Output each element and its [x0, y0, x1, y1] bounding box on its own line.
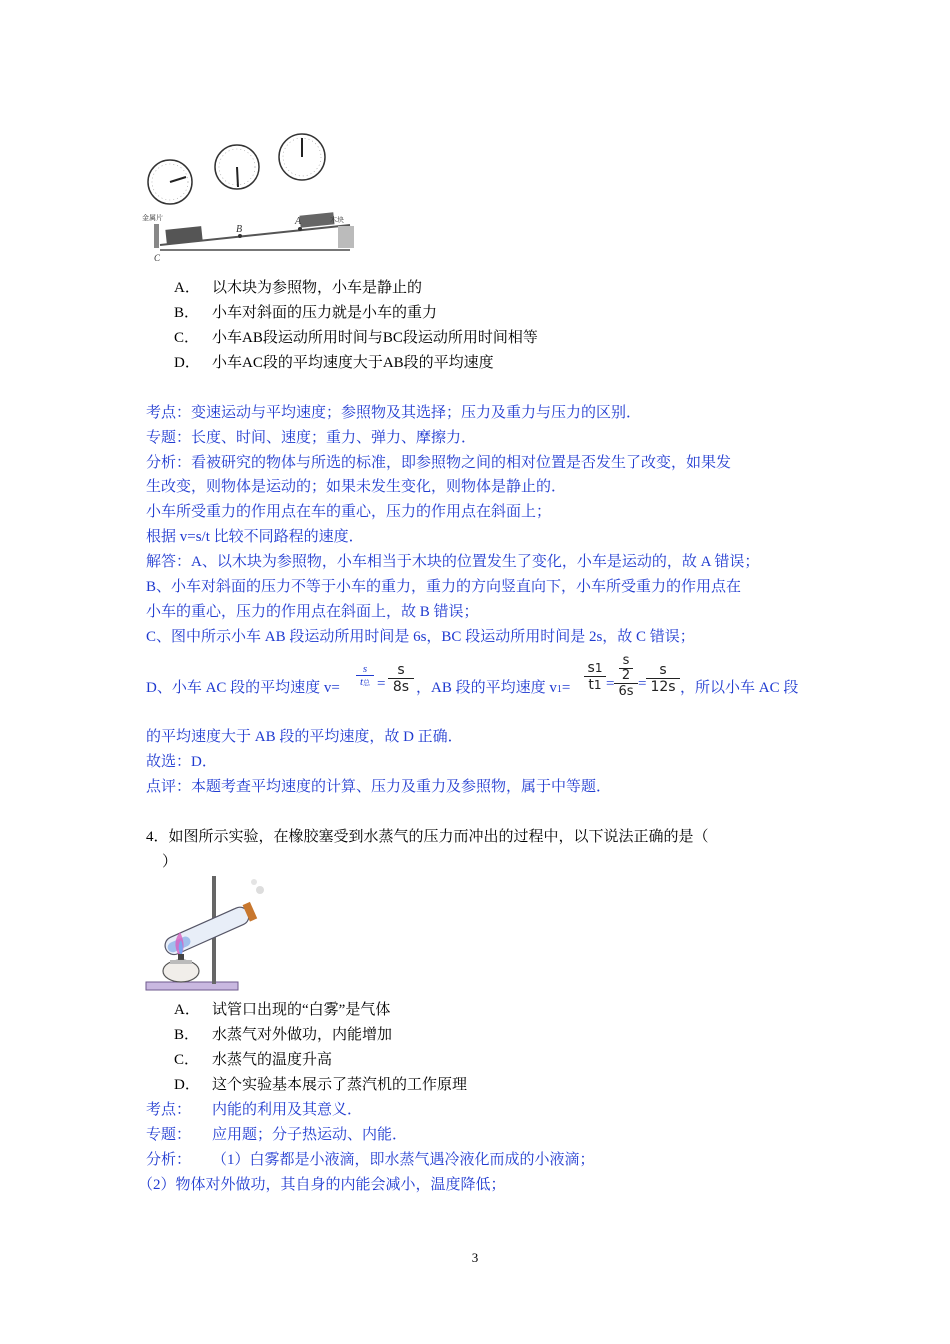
stopwatch-a-icon	[279, 134, 325, 180]
q3-kaodian: 考点：变速运动与平均速度；参照物及其选择；压力及重力与压力的区别．	[146, 405, 642, 421]
q3-jieda-d-mid: ，AB 段的平均速度 v1=	[416, 680, 571, 696]
q4-option-d-text: 这个实验基本展示了蒸汽机的工作原理	[212, 1077, 468, 1093]
q4-kaodian-label: 考点：	[146, 1102, 192, 1118]
q3-fenxi-line3: 小车所受重力的作用点在车的重心，压力的作用点在斜面上；	[146, 504, 552, 520]
q3-option-b-text: 小车对斜面的压力就是小车的重力	[212, 305, 438, 321]
stopwatch-b-icon	[215, 145, 259, 189]
q3-jieda-d-post: ，所以小车 AC 段	[680, 680, 799, 696]
q3-dianping: 点评：本题考查平均速度的计算、压力及重力及参照物，属于中等题．	[146, 779, 612, 795]
eq-sign-2: =	[606, 676, 615, 692]
steam-experiment-diagram	[142, 872, 267, 994]
stopwatch-c-icon	[148, 160, 192, 204]
formula-frac-s-over-12s: s 12s	[646, 662, 680, 695]
incline-diagram	[140, 130, 360, 265]
q4-fenxi-line2: （2）物体对外做功，其自身的内能会减小，温度降低；	[138, 1177, 506, 1193]
formula-frac-s2-over-6s: s 2 6s	[614, 654, 638, 700]
q3-fenxi-line4: 根据 v=s/t 比较不同路程的速度．	[146, 529, 364, 545]
page-number: 3	[471, 1250, 479, 1265]
q4-option-b-label: B．	[174, 1027, 200, 1043]
q4-option-d-label: D．	[174, 1077, 200, 1093]
q4-option-b-text: 水蒸气对外做功，内能增加	[212, 1027, 393, 1043]
q3-zhuanti: 专题：长度、时间、速度；重力、弹力、摩擦力．	[146, 430, 477, 446]
q4-option-a-label: A．	[174, 1002, 200, 1018]
q3-guxuan: 故选：D．	[146, 754, 217, 770]
q3-fenxi-line2: 生改变，则物体是运动的；如果未发生变化，则物体是静止的．	[146, 479, 567, 495]
formula-frac-s1-over-t1: s1 t1	[584, 660, 606, 693]
label-a: A	[295, 216, 302, 227]
q3-option-c-text: 小车AB段运动所用时间与BC段运动所用时间相等	[212, 330, 538, 346]
q3-jieda-line2: B、小车对斜面的压力不等于小车的重力，重力的方向竖直向下，小车所受重力的作用点在	[146, 579, 742, 595]
q4-zhuanti: 应用题；分子热运动、内能．	[212, 1127, 408, 1143]
incline-stopwatch-figure	[140, 130, 360, 265]
label-b: B	[236, 224, 243, 235]
q4-fenxi-label: 分析：	[146, 1152, 192, 1168]
label-metal: 金属片	[142, 214, 163, 222]
q4-kaodian: 内能的利用及其意义．	[212, 1102, 363, 1118]
q3-jieda-d-pre: D、小车 AC 段的平均速度 v=	[146, 680, 340, 696]
q3-option-c-label: C．	[174, 330, 200, 346]
q3-option-a-text: 以木块为参照物，小车是静止的	[212, 280, 423, 296]
eq-sign-3: =	[638, 676, 647, 692]
q3-fenxi-line1: 分析：看被研究的物体与所选的标准，即参照物之间的相对位置是否发生了改变，如果发	[146, 455, 732, 471]
q4-stem-line1: 4．如图所示实验，在橡胶塞受到水蒸气的压力而冲出的过程中，以下说法正确的是（	[146, 829, 709, 845]
q4-zhuanti-label: 专题：	[146, 1127, 192, 1143]
q3-option-d-text: 小车AC段的平均速度大于AB段的平均速度	[212, 355, 494, 371]
q3-option-b-label: B．	[174, 305, 200, 321]
formula-frac-s-over-8s: s 8s	[388, 662, 414, 695]
q4-fenxi-line1: （1）白雾都是小液滴，即水蒸气遇冷液化而成的小液滴；	[212, 1152, 595, 1168]
formula-frac-s-over-t-total: s t总	[356, 663, 374, 688]
q4-option-c-text: 水蒸气的温度升高	[212, 1052, 333, 1068]
test-tube-figure	[142, 872, 267, 994]
q3-jieda-line1: 解答：A、以木块为参照物，小车相当于木块的位置发生了变化，小车是运动的，故 A 错误；	[146, 554, 760, 570]
eq-sign-1: =	[377, 676, 386, 692]
q4-stem-line2: ）	[162, 854, 178, 870]
label-c: C	[154, 253, 161, 263]
q3-jieda-line4: C、图中所示小车 AB 段运动所用时间是 6s，BC 段运动所用时间是 2s，故 C 错误；	[146, 629, 695, 645]
q4-option-c-label: C．	[174, 1052, 200, 1068]
q3-option-d-label: D．	[174, 355, 200, 371]
q4-option-a-text: 试管口出现的“白雾”是气体	[212, 1002, 391, 1018]
q3-option-a-label: A．	[174, 280, 200, 296]
label-block: 木块	[330, 216, 344, 224]
q3-jieda-line3: 小车的重心，压力的作用点在斜面上，故 B 错误；	[146, 604, 479, 620]
q3-jieda-line5: 的平均速度大于 AB 段的平均速度，故 D 正确．	[146, 729, 463, 745]
